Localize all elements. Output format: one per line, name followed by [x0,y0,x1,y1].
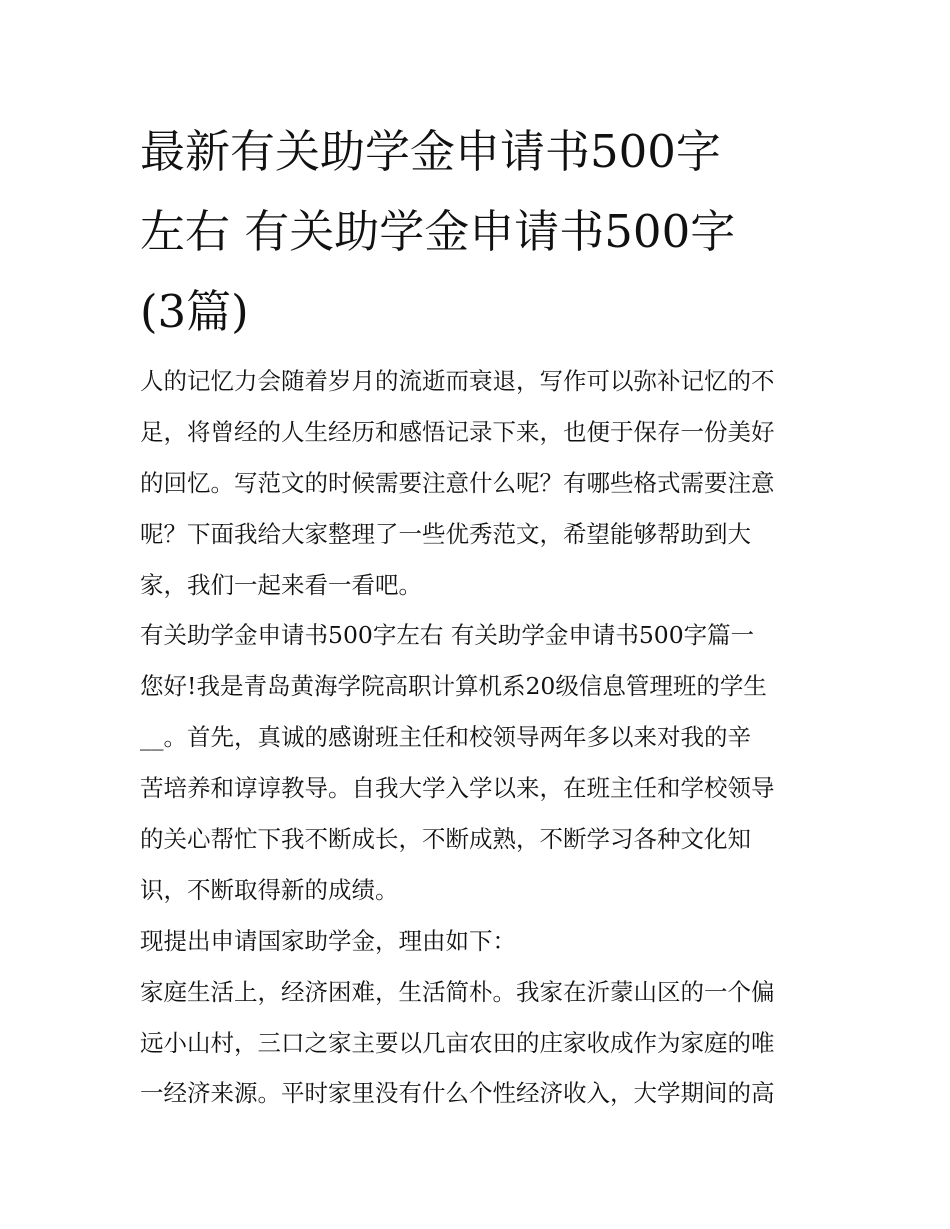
body-line: 的关心帮忙下我不断成长，不断成熟，不断学习各种文化知 [140,825,751,854]
document-title [140,112,810,352]
body-line: 苦培养和谆谆教导。自我大学入学以来，在班主任和学校领导 [140,774,775,803]
body-line: 家庭生活上，经济困难，生活简朴。我家在沂蒙山区的一个偏 [140,977,775,1006]
body-line: 人的记忆力会随着岁月的流逝而衰退，写作可以弥补记忆的不 [140,367,775,395]
body-line: 足，将曾经的人生经历和感悟记录下来，也便于保存一份美好 [140,417,775,446]
body-line: 家，我们一起来看一看吧。 [140,570,422,599]
body-line: 一经济来源。平时家里没有什么个性经济收入，大学期间的高 [140,1079,775,1108]
document-body [140,356,820,1119]
title-line: 最新有关助学金申请书500字 [140,125,721,178]
body-line: __。首先，真诚的感谢班主任和校领导两年多以来对我的辛 [140,723,751,752]
body-line: 呢？下面我给大家整理了一些优秀范文，希望能够帮助到大 [140,519,751,548]
title-line: 左右 有关助学金申请书500字 [140,205,736,258]
section-heading-line: 有关助学金申请书500字左右 有关助学金申请书500字篇一 [140,621,755,650]
body-line: 远小山村，三口之家主要以几亩农田的庄家收成作为家庭的唯 [140,1028,775,1057]
title-line: (3篇) [140,285,249,338]
body-line: 识，不断取得新的成绩。 [140,875,399,904]
body-line: 现提出申请国家助学金，理由如下： [140,926,516,955]
body-line: 的回忆。写范文的时候需要注意什么呢？有哪些格式需要注意 [140,468,775,497]
body-line: 您好!我是青岛黄海学院高职计算机系20级信息管理班的学生 [140,672,767,701]
